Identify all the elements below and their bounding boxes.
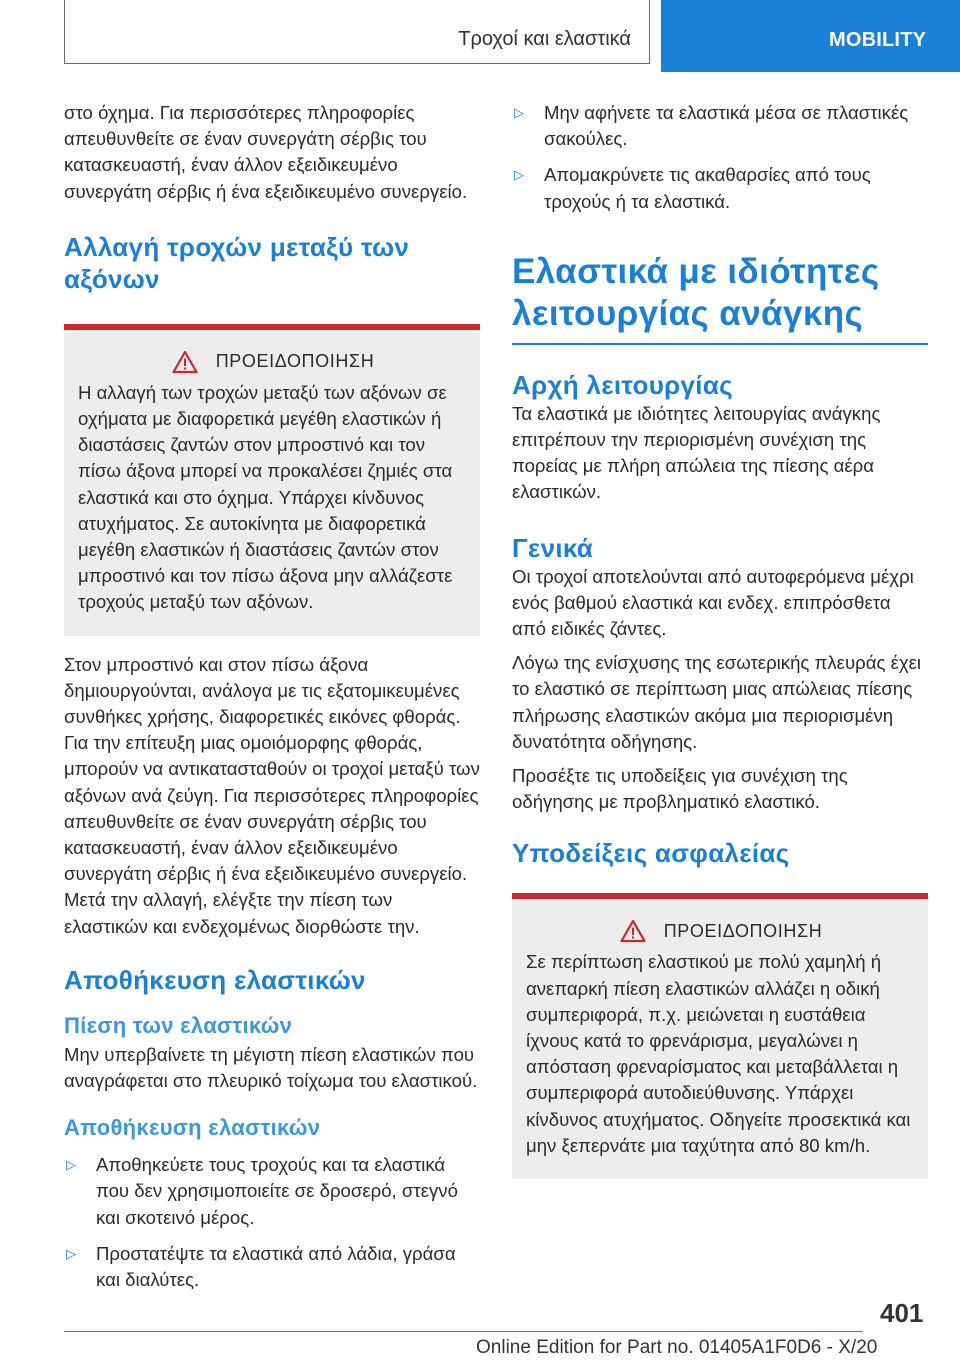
header-frame	[64, 0, 650, 64]
operating-principle-paragraph: Τα ελαστικά με ιδιότητες λειτουργίας ανάγκης επιτρέπουν την περιορισμένη συνέχιση της πορείας με πλήρη απώλεια της πίεσης αέρα ελαστικών.	[512, 402, 881, 503]
warning-triangle-icon	[620, 919, 646, 943]
warning-triangle-icon	[172, 350, 198, 374]
warning-title: ΠΡΟΕΙΔΟΠΟΙΗΣΗ	[663, 920, 823, 941]
triangle-right-icon: ▷	[66, 1245, 76, 1261]
intro-paragraph: στο όχημα. Για περισσότερες πληροφορίες απευθυνθείτε σε έναν συνεργάτη σέρβις του κατασκευαστή, έναν άλλον εξειδικευμένο συνεργάτη σέρβις ή ένα εξειδικευμένο συνεργείο.	[64, 102, 468, 202]
list-item: ▷ Απομακρύνετε τις ακαθαρσίες από τους τροχούς ή τα ελαστικά.	[512, 162, 928, 214]
warning-box-axle	[64, 324, 480, 636]
list-item: ▷ Προστατέψτε τα ελαστικά από λάδια, γράσα και διαλύτες.	[64, 1241, 480, 1293]
tire-storage-subheading: Αποθήκευση ελαστικών	[64, 1115, 321, 1141]
left-column	[64, 100, 480, 1293]
triangle-right-icon: ▷	[66, 1157, 76, 1173]
general-paragraph-2: Λόγω της ενίσχυσης της εσωτερικής πλευράς έχει το ελαστικό σε περίπτωση μιας απώλειας πίεσης πλήρωσης ελαστικών ακόμα μια περιορισμένη δυνατότητα οδήγησης.	[512, 652, 922, 752]
warning-text: Σε περίπτωση ελαστικού με πολύ χαμηλή ή ανεπαρκή πίεση ελαστικών αλλάζει η οδική συμπεριφορά, π.χ. μειώνεται η ευστάθεια ίχνους κατά το φρενάρισμα, μεγαλώνει η απόσταση φρεναρίσματος και μεταβάλλεται η συμπεριφορά αυτοδιεύθυνσης. Υπάρχει κίνδυνος ατυχήματος. Οδηγείτε προσεκτικά και μην ξεπερνάτε μια ταχύτητα από 80 km/h.	[526, 951, 911, 1156]
footer-rule	[64, 1331, 862, 1332]
storage-list-left	[64, 1152, 480, 1293]
chapter-tab-label: MOBILITY	[829, 29, 927, 51]
general-paragraph-1: Οι τροχοί αποτελούνται από αυτοφερόμενα μέχρι ενός βαθμού ελαστικά και ενδεχ. επιπρόσθετα από ειδικές ζάντες.	[512, 565, 914, 640]
axle-change-heading: Αλλαγή τροχών μεταξύ των αξόνων	[64, 231, 410, 294]
general-heading: Γενικά	[512, 532, 594, 563]
safety-notes-heading: Υποδείξεις ασφαλείας	[512, 838, 790, 869]
general-paragraph-3: Προσέξτε τις υποδείξεις για συνέχιση της οδήγησης με προβληματικό ελαστικό.	[512, 765, 848, 813]
operating-principle-heading: Αρχή λειτουργίας	[512, 369, 733, 400]
heading-rule	[512, 343, 928, 345]
tire-pressure-paragraph: Μην υπερβαίνετε τη μέγιστη πίεση ελαστικών που αναγράφεται στο πλευρικό τοίχωμα του ελαστικού.	[64, 1043, 478, 1092]
warning-header	[526, 919, 916, 943]
list-item: ▷ Μην αφήνετε τα ελαστικά μέσα σε πλαστικές σακούλες.	[512, 100, 928, 152]
page-number: 401	[880, 1298, 924, 1328]
chapter-tab[interactable]	[661, 0, 960, 72]
list-item: ▷ Αποθηκεύετε τους τροχούς και τα ελαστικά που δεν χρησιμοποιείτε σε δροσερό, στεγνό και σκοτεινό μέρος.	[64, 1152, 480, 1231]
warning-text: Η αλλαγή των τροχών μεταξύ των αξόνων σε οχήματα με διαφορετικά μεγέθη ελαστικών ή διαστάσεις ζαντών στον μπροστινό και τον πίσω άξονα μπορεί να προκαλέσει ζημιές στα ελαστικά και στο όχημα. Υπάρχει κίνδυνος ατυχήματος. Σε αυτοκίνητα με διαφορετικά μεγέθη ελαστικών ή διαστάσεις ζαντών στον μπροστινό και τον πίσω άξονα μην αλλάζεστε τροχούς μεταξύ των αξόνων.	[78, 381, 453, 613]
tire-pressure-subheading: Πίεση των ελαστικών	[64, 1012, 293, 1038]
axle-change-paragraph: Στον μπροστινό και στον πίσω άξονα δημιουργούνται, ανάλογα με τις εξατομικευμένες συνθήκες χρήσης, διαφορετικές εικόνες φθοράς. Για την επίτευξη μιας ομοιόμορφης φθοράς, μπορούν να αντικατασταθούν οι τροχοί μεταξύ των αξόνων ανά ζεύγη. Για περισσότερες πληροφορίες απευθυνθείτε σε έναν συνεργάτη σέρβις του κατασκευαστή, έναν άλλον εξειδικευμένο συνεργάτη σέρβις ή ένα εξειδικευμένο συνεργείο. Μετά την αλλαγή, ελέγξτε την πίεση των ελαστικών και ενδεχομένως διορθώστε την.	[64, 653, 480, 937]
runflat-tires-heading: Ελαστικά με ιδιότητες λειτουργίας ανάγκης	[512, 251, 880, 333]
tire-storage-heading: Αποθήκευση ελαστικών	[64, 964, 366, 995]
warning-box-safety	[512, 893, 928, 1179]
warning-header	[78, 350, 468, 374]
right-column	[512, 100, 928, 1179]
triangle-right-icon: ▷	[514, 105, 524, 120]
warning-title: ΠΡΟΕΙΔΟΠΟΙΗΣΗ	[215, 351, 375, 372]
triangle-right-icon: ▷	[514, 167, 524, 183]
edition-footer: Online Edition for Part no. 01405A1F0D6 - X/20	[476, 1337, 878, 1358]
storage-list-right	[512, 100, 928, 215]
section-title: Τροχοί και ελαστικά	[458, 28, 631, 50]
